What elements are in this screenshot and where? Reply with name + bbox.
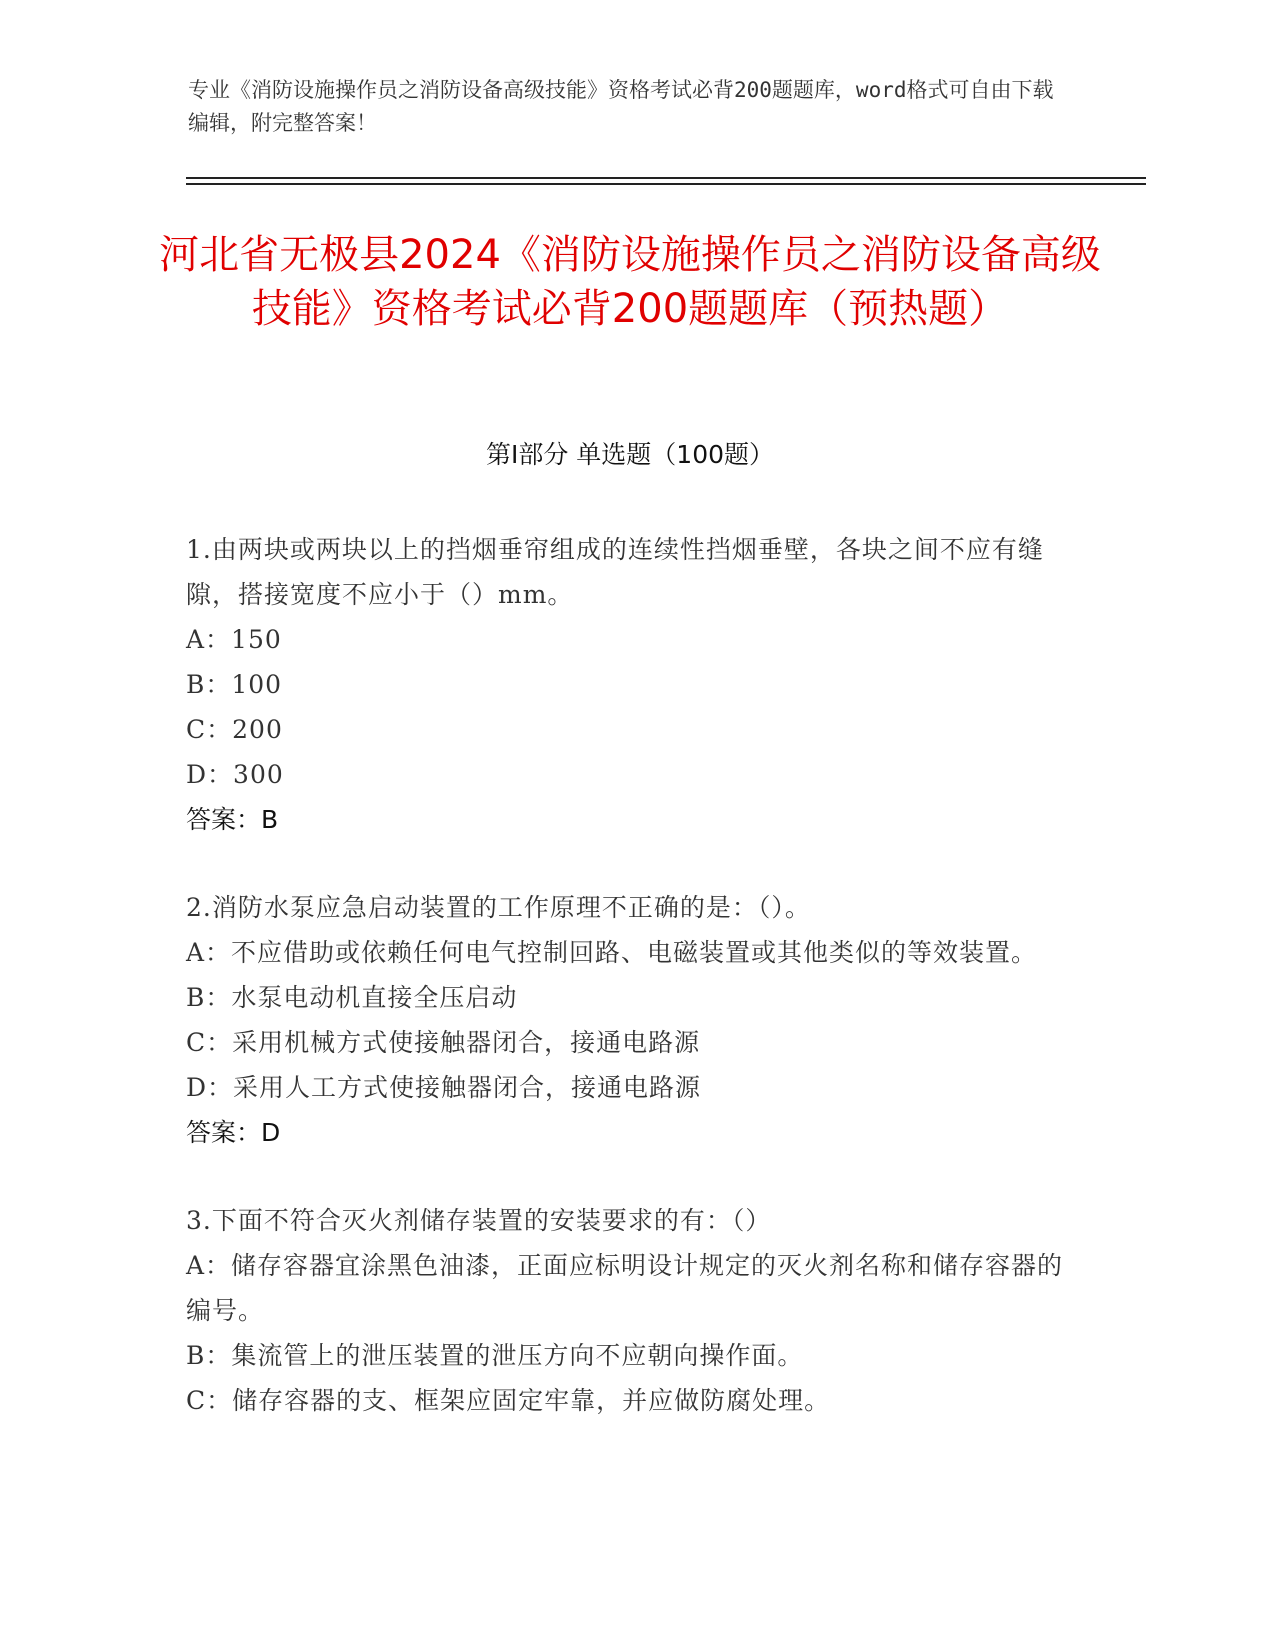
option-c: C：采用机械方式使接触器闭合，接通电路源 xyxy=(186,1028,701,1057)
question-3 xyxy=(186,1198,1066,1423)
question-list xyxy=(186,527,1066,1466)
header-rule-bottom xyxy=(186,183,1146,185)
answer: 答案：D xyxy=(186,1118,281,1147)
option-d: D：300 xyxy=(186,760,284,789)
option-d: D：采用人工方式使接触器闭合，接通电路源 xyxy=(186,1073,702,1102)
document-title: 河北省无极县2024《消防设施操作员之消防设备高级技能》资格考试必背200题题库（预热题） xyxy=(159,232,1101,332)
option-b: B：水泵电动机直接全压启动 xyxy=(186,983,518,1012)
header-note: 专业《消防设施操作员之消防设备高级技能》资格考试必背200题题库，word格式可自由下载编辑，附完整答案！ xyxy=(188,78,1054,135)
option-b: B：集流管上的泄压装置的泄压方向不应朝向操作面。 xyxy=(186,1341,804,1370)
option-a: A：不应借助或依赖任何电气控制回路、电磁装置或其他类似的等效装置。 xyxy=(186,938,1038,967)
option-b: B：100 xyxy=(186,670,283,699)
option-c: C：200 xyxy=(186,715,283,744)
question-stem: 3.下面不符合灭火剂储存装置的安装要求的有：（） xyxy=(186,1206,772,1235)
question-stem: 2.消防水泵应急启动装置的工作原理不正确的是：（）。 xyxy=(186,893,811,922)
question-stem: 1.由两块或两块以上的挡烟垂帘组成的连续性挡烟垂壁，各块之间不应有缝隙，搭接宽度不应小于（）mm。 xyxy=(186,535,1044,609)
question-1 xyxy=(186,527,1066,842)
option-c: C：储存容器的支、框架应固定牢靠，并应做防腐处理。 xyxy=(186,1386,831,1415)
header-rule-top xyxy=(186,177,1146,179)
option-a: A：储存容器宜涂黑色油漆，正面应标明设计规定的灭火剂名称和储存容器的编号。 xyxy=(186,1251,1064,1325)
question-2 xyxy=(186,885,1066,1155)
option-a: A：150 xyxy=(186,625,282,654)
section-heading: 第I部分 单选题（100题） xyxy=(485,440,775,469)
answer: 答案：B xyxy=(186,805,279,834)
